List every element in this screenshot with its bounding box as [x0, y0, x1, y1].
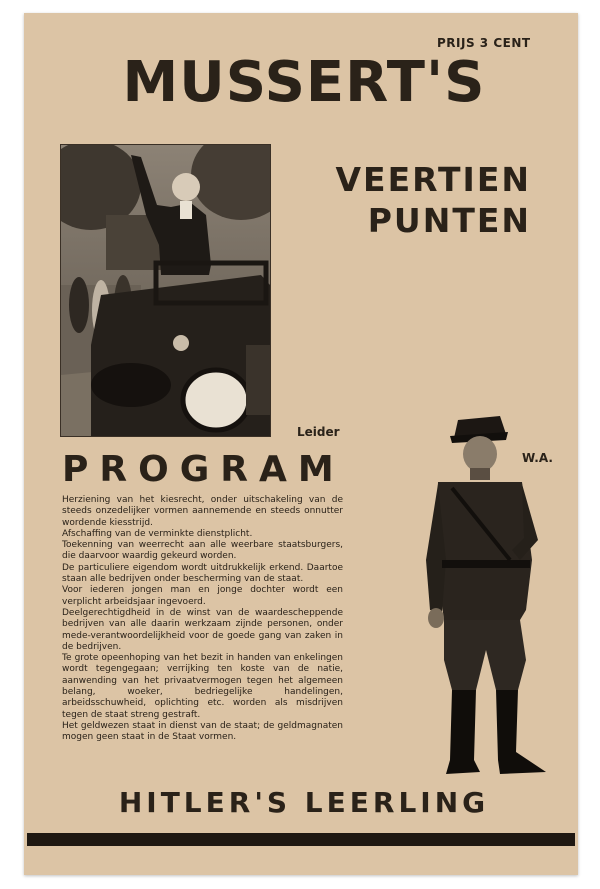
- program-point: De particuliere eigendom wordt uitdrukkelijk erkend. Daartoe staan alle bedrijven onder bescherming van de staat.: [62, 562, 343, 585]
- footer-title: HITLER'S LEERLING: [118, 786, 490, 819]
- price-label: PRIJS 3 CENT: [437, 36, 531, 50]
- program-point: Te grote opeenhoping van het bezit in handen van enkelingen wordt tegengegaan; verrijking ten koste van de natie, aanwending van het privaatvermogen tegen het algemeen belang, woeker, bedriegelijke handelingen, arbeidsschuwheid, oplichting etc. worden als misdrijven tegen de staat streng gestraft.: [62, 653, 343, 720]
- subtitle: [306, 159, 531, 241]
- pamphlet-page: [24, 13, 578, 875]
- subtitle-line-2: PUNTEN: [367, 201, 531, 240]
- program-point: Het geldwezen staat in dienst van de staat; de geldmagnaten mogen geen staat in de Staat vormen.: [62, 720, 343, 743]
- program-text: [62, 495, 343, 744]
- leader-photo: [60, 144, 271, 437]
- program-point: Herziening van het kiesrecht, onder uitschakeling van de steeds onzedelijker vormen aannemende en steeds onnutter wordende kiesstrijd.: [62, 495, 343, 528]
- program-point: Voor iederen jongen man en jonge dochter wordt een verplicht arbeidsjaar ingevoerd.: [62, 585, 343, 607]
- main-title: MUSSERT'S: [122, 50, 486, 115]
- soldier-figure: [400, 410, 550, 786]
- subtitle-line-1: VEERTIEN: [335, 160, 531, 199]
- program-point: Toekenning van weerrecht aan alle weerbare staatsburgers, die daarvoor waardig gekeurd worden.: [62, 540, 343, 562]
- leider-caption: Leider: [297, 425, 340, 439]
- program-point: Deelgerechtigdheid in de winst van de waardescheppende bedrijven van alle daarin werkzaam zijnde personen, onder mede-verantwoordelijkheid voor de goede gang van zaken in de bedrijven.: [62, 607, 343, 652]
- program-heading: PROGRAM: [62, 449, 345, 490]
- program-point: Afschaffing van de verminkte dienstplicht.: [62, 528, 253, 539]
- wa-caption: W.A.: [522, 451, 553, 465]
- bottom-rule: [27, 833, 575, 846]
